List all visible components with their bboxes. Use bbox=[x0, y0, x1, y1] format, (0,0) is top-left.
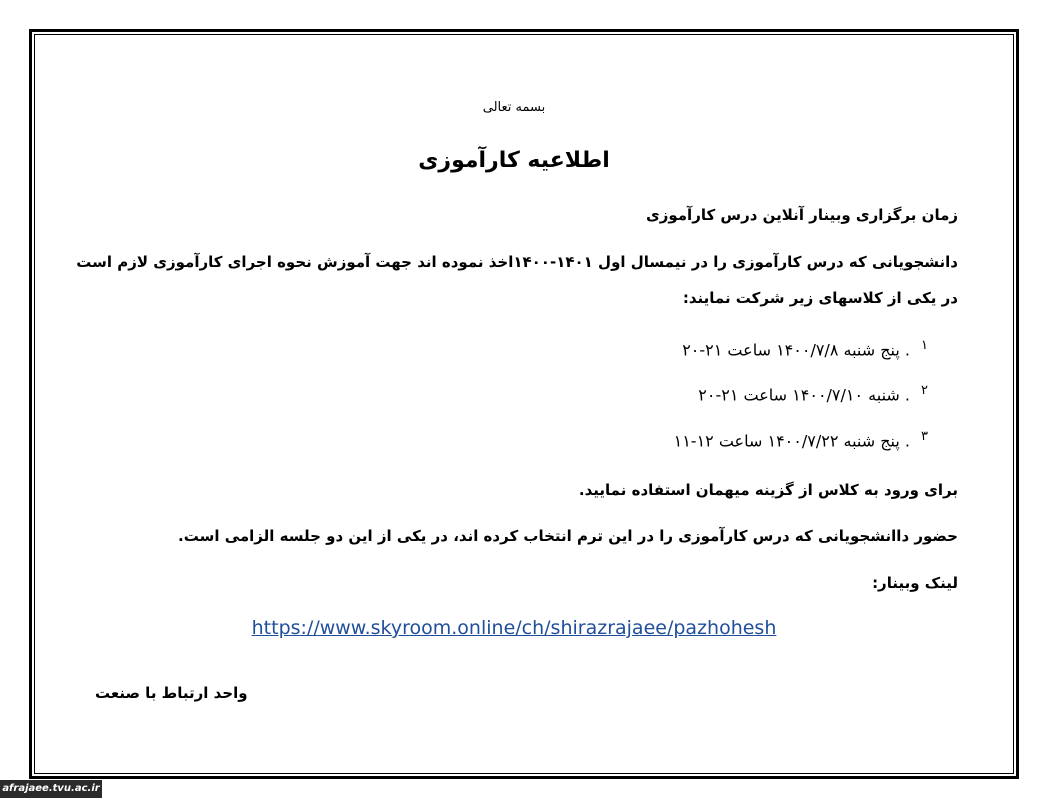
schedule-item-1 bbox=[70, 338, 958, 359]
watermark-badge: afrajaee.tvu.ac.ir bbox=[0, 780, 102, 798]
webinar-link[interactable]: https://www.skyroom.online/ch/shirazrajaee/pazhohesh bbox=[251, 617, 777, 639]
schedule-item-2 bbox=[70, 383, 958, 404]
schedule-text: . پنج شنبه ۱۴۰۰/۷/۲۲ ساعت ۱۲-۱۱ bbox=[673, 431, 910, 451]
paragraph-line-1: دانشجویانی که درس کارآموزی را در نیمسال اول ۱۴۰۱-۱۴۰۰اخذ نموده اند جهت آموزش نحوه اجرای کارآموزی لازم است bbox=[76, 253, 958, 271]
signature: واحد ارتباط با صنعت bbox=[95, 684, 248, 702]
guest-note: برای ورود به کلاس از گزینه میهمان استفاده نمایید. bbox=[578, 481, 958, 499]
schedule-item-3 bbox=[70, 429, 958, 450]
document-body bbox=[70, 0, 958, 807]
paragraph-line-2: در یکی از کلاسهای زیر شرکت نمایند: bbox=[682, 289, 958, 307]
page-title: اطلاعیه کارآموزی bbox=[418, 148, 610, 173]
list-number: ۳ bbox=[921, 429, 928, 444]
attendance-note: حضور داانشجویانی که درس کارآموزی را در این ترم انتخاب کرده اند، در یکی از این دو جلسه الزامی است. bbox=[178, 527, 958, 545]
link-row bbox=[70, 617, 958, 639]
list-number: ۱ bbox=[921, 338, 928, 353]
schedule-text: . پنج شنبه ۱۴۰۰/۷/۸ ساعت ۲۱-۲۰ bbox=[682, 340, 910, 360]
list-number: ۲ bbox=[921, 383, 928, 398]
link-label: لینک وبینار: bbox=[872, 574, 958, 592]
subtitle: زمان برگزاری وبینار آنلاین درس کارآموزی bbox=[645, 206, 958, 224]
basmala: بسمه تعالی bbox=[482, 100, 546, 115]
schedule-text: . شنبه ۱۴۰۰/۷/۱۰ ساعت ۲۱-۲۰ bbox=[698, 385, 910, 405]
